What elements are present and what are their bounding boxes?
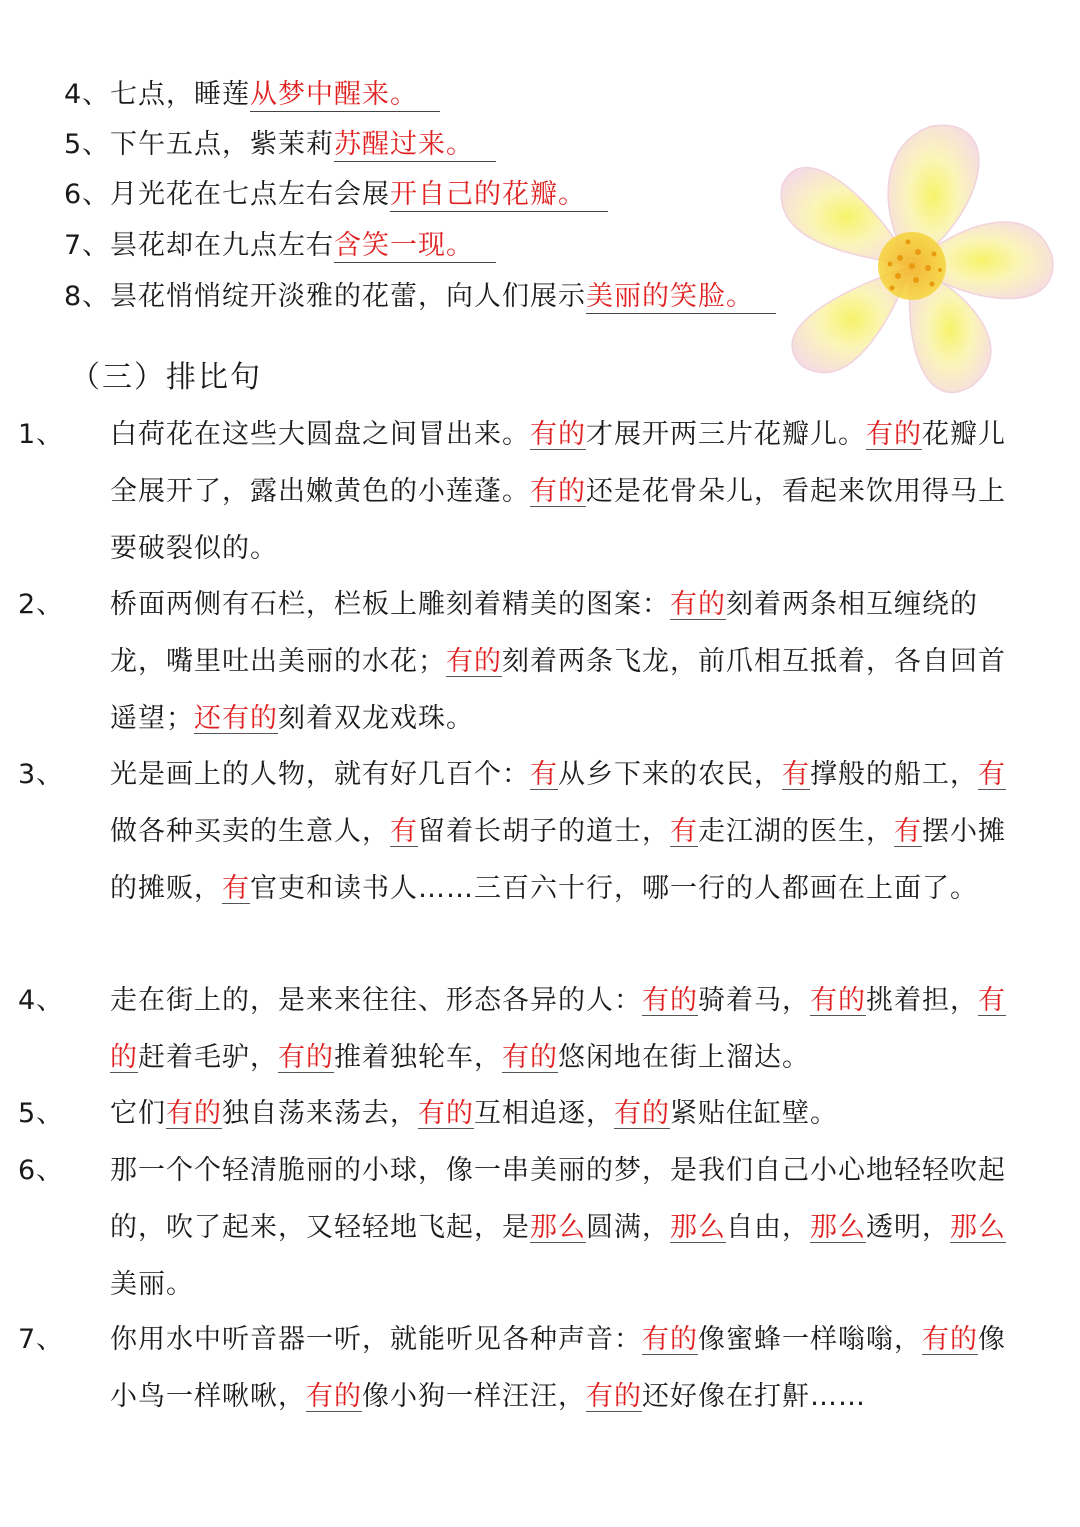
item-text — [18, 1311, 1024, 1425]
text-segment: 还是花骨朵儿，看起来饮用得马上要破裂似的。 — [110, 476, 1006, 564]
item-text: 昙花却在九点左右 — [110, 230, 334, 261]
item-number: 7、 — [64, 230, 111, 261]
text-segment: 你用水中听音器一听，就能听见各种声音： — [110, 1324, 642, 1355]
item-number: 4、 — [64, 79, 111, 110]
highlight-word: 有 — [670, 816, 698, 847]
text-segment: 挑着担， — [866, 985, 978, 1016]
highlight-word: 那么 — [670, 1212, 726, 1243]
text-segment: 悠闲地在街上溜达。 — [558, 1042, 810, 1073]
text-segment: 光是画上的人物，就有好几百个： — [110, 759, 530, 790]
highlight-word: 有的 — [922, 1324, 978, 1355]
highlight-word: 那么 — [810, 1212, 866, 1243]
item-text — [18, 576, 1024, 747]
text-segment: 推着独轮车， — [334, 1042, 502, 1073]
text-segment: 做各种买卖的生意人， — [110, 816, 390, 847]
text-segment: 走江湖的医生， — [698, 816, 894, 847]
fill-in-item — [64, 172, 608, 212]
item-number: 4、 — [18, 985, 65, 1016]
text-segment: 像小鸟一样啾啾， — [110, 1324, 1006, 1412]
highlight-word: 有的 — [306, 1381, 362, 1412]
text-segment: 像小狗一样汪汪， — [362, 1381, 586, 1412]
item-text — [18, 1085, 1024, 1142]
item-number: 7、 — [18, 1324, 65, 1355]
fill-in-item — [64, 122, 496, 162]
highlight-word: 有的 — [586, 1381, 642, 1412]
highlight-word: 有的 — [530, 476, 586, 507]
parallel-sentence-item — [18, 746, 1024, 917]
fill-in-item — [64, 223, 496, 263]
text-segment: 那一个个轻清脆丽的小球，像一串美丽的梦，是我们自己小心地轻轻吹起的，吹了起来，又轻轻地飞起，是 — [110, 1155, 1006, 1243]
highlight-word: 有的 — [810, 985, 866, 1016]
parallel-sentence-item — [18, 1085, 1024, 1142]
text-segment: 走在街上的，是来来往往、形态各异的人： — [110, 985, 642, 1016]
text-segment: 留着长胡子的道士， — [418, 816, 670, 847]
text-segment: 还好像在打鼾…… — [642, 1381, 866, 1412]
highlight-word: 有的 — [446, 646, 502, 677]
fill-in-item — [64, 72, 440, 112]
text-segment: 透明， — [866, 1212, 950, 1243]
highlight-word: 有的 — [670, 589, 726, 620]
text-segment: 从乡下来的农民， — [558, 759, 782, 790]
highlight-word: 有的 — [278, 1042, 334, 1073]
item-text — [18, 972, 1024, 1086]
item-number: 5、 — [64, 129, 111, 160]
answer-text: 美丽的笑脸。 — [586, 282, 776, 314]
item-text: 月光花在七点左右会展 — [110, 179, 390, 210]
text-segment: 独自荡来荡去， — [222, 1098, 418, 1129]
highlight-word: 有的 — [614, 1098, 670, 1129]
text-segment: 它们 — [110, 1098, 166, 1129]
text-segment: 白荷花在这些大圆盘之间冒出来。 — [110, 419, 530, 450]
highlight-word: 有的 — [110, 985, 1006, 1073]
highlight-word: 有 — [782, 759, 810, 790]
highlight-word: 有 — [894, 816, 922, 847]
text-segment: 桥面两侧有石栏，栏板上雕刻着精美的图案： — [110, 589, 670, 620]
item-number: 1、 — [18, 419, 65, 450]
text-segment: 骑着马， — [698, 985, 810, 1016]
text-segment: 刻着双龙戏珠。 — [278, 703, 474, 734]
text-segment: 紧贴住缸壁。 — [670, 1098, 838, 1129]
answer-text: 开自己的花瓣。 — [390, 180, 608, 212]
item-number: 6、 — [64, 179, 111, 210]
highlight-word: 有 — [978, 759, 1006, 790]
parallel-sentence-item — [18, 576, 1024, 747]
parallel-sentence-item — [18, 1142, 1024, 1313]
parallel-sentence-item — [18, 972, 1024, 1086]
highlight-word: 有的 — [642, 1324, 698, 1355]
text-segment: 刻着两条飞龙，前爪相互抵着，各自回首遥望； — [110, 646, 1006, 734]
highlight-word: 有的 — [166, 1098, 222, 1129]
item-number: 5、 — [18, 1098, 65, 1129]
text-segment: 圆满， — [586, 1212, 670, 1243]
item-text — [18, 1142, 1024, 1313]
item-number: 2、 — [18, 589, 65, 620]
item-text: 昙花悄悄绽开淡雅的花蕾，向人们展示 — [110, 281, 586, 312]
flower-icon — [760, 118, 1060, 408]
highlight-word: 有的 — [530, 419, 586, 450]
parallel-sentence-item — [18, 406, 1024, 577]
item-number: 6、 — [18, 1155, 65, 1186]
highlight-word: 有 — [390, 816, 418, 847]
text-segment: 像蜜蜂一样嗡嗡， — [698, 1324, 922, 1355]
highlight-word: 那么 — [950, 1212, 1006, 1243]
text-segment: 美丽。 — [110, 1269, 194, 1300]
text-segment: 摆小摊的摊贩， — [110, 816, 1006, 904]
fill-in-item — [64, 274, 776, 314]
text-segment: 赶着毛驴， — [138, 1042, 278, 1073]
item-text: 七点，睡莲 — [110, 79, 250, 110]
highlight-word: 有 — [530, 759, 558, 790]
text-segment: 才展开两三片花瓣儿。 — [586, 419, 866, 450]
item-text: 下午五点，紫茉莉 — [110, 129, 334, 160]
item-number: 3、 — [18, 759, 65, 790]
section-heading: （三）排比句 — [70, 360, 262, 395]
text-segment: 花瓣儿全展开了，露出嫩黄色的小莲蓬。 — [110, 419, 1006, 507]
text-segment: 互相追逐， — [474, 1098, 614, 1129]
text-segment: 官吏和读书人……三百六十行，哪一行的人都画在上面了。 — [250, 873, 978, 904]
highlight-word: 那么 — [530, 1212, 586, 1243]
highlight-word: 有 — [222, 873, 250, 904]
item-text — [18, 406, 1024, 577]
highlight-word: 有的 — [502, 1042, 558, 1073]
highlight-word: 还有的 — [194, 703, 278, 734]
item-number: 8、 — [64, 281, 111, 312]
text-segment: 撑般的船工， — [810, 759, 978, 790]
text-segment: 刻着两条相互缠绕的龙，嘴里吐出美丽的水花； — [110, 589, 978, 677]
item-text — [18, 746, 1024, 917]
parallel-sentence-item — [18, 1311, 1024, 1425]
answer-text: 含笑一现。 — [334, 231, 496, 263]
highlight-word: 有的 — [418, 1098, 474, 1129]
text-segment: 自由， — [726, 1212, 810, 1243]
answer-text: 苏醒过来。 — [334, 130, 496, 162]
highlight-word: 有的 — [642, 985, 698, 1016]
highlight-word: 有的 — [866, 419, 922, 450]
answer-text: 从梦中醒来。 — [250, 80, 440, 112]
